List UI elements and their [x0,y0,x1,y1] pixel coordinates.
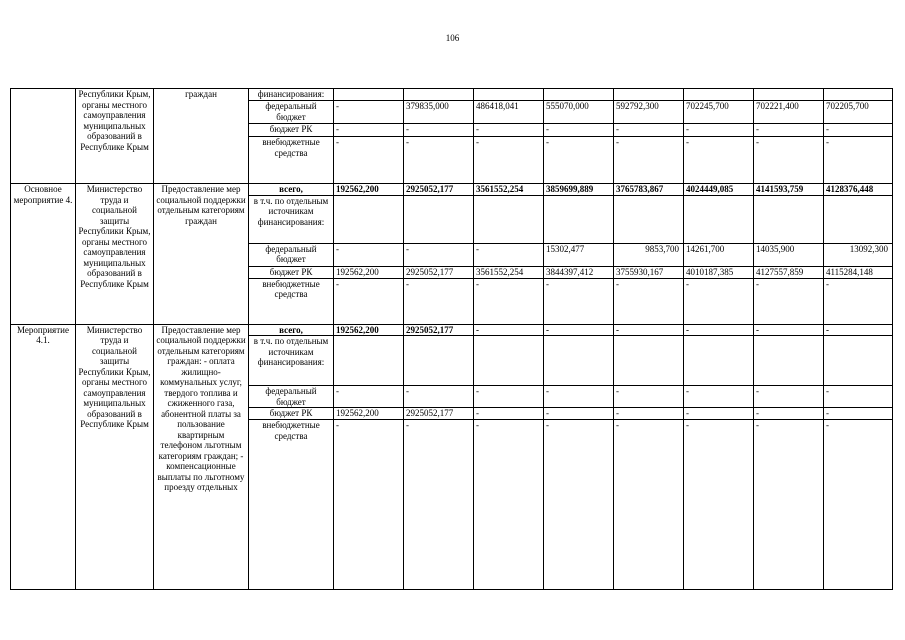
value-cell: - [754,324,824,336]
value-cell: - [824,386,893,408]
value-cell: 4115284,148 [824,266,893,278]
value-cell: 702205,700 [824,101,893,124]
value-cell: 2925052,177 [404,324,474,336]
value-cell: - [684,124,754,137]
value-cell: - [334,243,404,266]
measure-name-cell: Основное мероприятие 4. [11,184,76,325]
value-cell: - [684,324,754,336]
table-row [11,184,893,196]
value-cell [684,195,754,243]
value-cell: - [614,278,684,324]
value-cell: - [544,420,614,590]
value-cell [404,195,474,243]
value-cell: - [544,124,614,137]
value-cell: - [474,124,544,137]
measure-name-cell: Мероприятие 4.1. [11,324,76,590]
table-row [11,89,893,101]
value-cell: - [474,408,544,420]
value-cell: - [474,137,544,184]
value-cell: - [474,324,544,336]
value-cell: 14035,900 [754,243,824,266]
value-cell: - [684,408,754,420]
value-cell: - [754,386,824,408]
source-label-cell: федеральный бюджет [249,243,334,266]
value-cell: 4127557,859 [754,266,824,278]
source-label-cell: в т.ч. по отдельным источникам финансирования: [249,195,334,243]
value-cell: - [754,420,824,590]
value-cell: 4128376,448 [824,184,893,196]
value-cell: 486418,041 [474,101,544,124]
value-cell: - [614,386,684,408]
value-cell: - [474,278,544,324]
source-label-cell: в т.ч. по отдельным источникам финансирования: [249,336,334,386]
value-cell: 2925052,177 [404,266,474,278]
value-cell: 555070,000 [544,101,614,124]
value-cell: 4024449,085 [684,184,754,196]
value-cell [544,89,614,101]
value-cell: - [404,420,474,590]
table-row [11,324,893,336]
value-cell: - [474,243,544,266]
executor-cell: Республики Крым, органы местного самоуправления муниципальных образований в Республике Крым [76,89,154,184]
value-cell: - [824,124,893,137]
value-cell: 9853,700 [614,243,684,266]
value-cell [544,195,614,243]
value-cell: - [544,324,614,336]
description-cell: граждан [154,89,249,184]
value-cell: - [334,124,404,137]
source-label-cell: всего, [249,184,334,196]
value-cell: 3755930,167 [614,266,684,278]
value-cell [404,336,474,386]
value-cell [684,336,754,386]
value-cell: 15302,477 [544,243,614,266]
value-cell: - [614,124,684,137]
value-cell: - [824,408,893,420]
source-label-cell: финансирования: [249,89,334,101]
value-cell: - [614,137,684,184]
value-cell [334,336,404,386]
value-cell: - [614,324,684,336]
value-cell: 192562,200 [334,266,404,278]
value-cell: - [404,386,474,408]
description-cell: Предоставление мер социальной поддержки отдельным категориям граждан: - оплата жилищно-коммунальных услуг, твердого топлива и сжиженного газа, абонентной платы за пользование квартирным телефоном льготным категориям граждан; - компенсационные выплаты по льготному проезду отдельных [154,324,249,590]
value-cell: 592792,300 [614,101,684,124]
source-label-cell: всего, [249,324,334,336]
value-cell: - [334,101,404,124]
value-cell: 2925052,177 [404,408,474,420]
value-cell [474,89,544,101]
value-cell [334,89,404,101]
value-cell: - [404,243,474,266]
value-cell: - [544,137,614,184]
value-cell: 3561552,254 [474,266,544,278]
value-cell: 702221,400 [754,101,824,124]
value-cell: 192562,200 [334,408,404,420]
source-label-cell: внебюджетные средства [249,420,334,590]
value-cell: 14261,700 [684,243,754,266]
value-cell [614,89,684,101]
source-label-cell: бюджет РК [249,408,334,420]
value-cell: - [754,137,824,184]
value-cell [474,195,544,243]
value-cell [824,336,893,386]
value-cell: - [474,386,544,408]
value-cell: 192562,200 [334,324,404,336]
value-cell: - [754,124,824,137]
value-cell: 192562,200 [334,184,404,196]
source-label-cell: федеральный бюджет [249,386,334,408]
value-cell: 3859699,889 [544,184,614,196]
value-cell: 4010187,385 [684,266,754,278]
executor-cell: Министерство труда и социальной защиты Республики Крым, органы местного самоуправления муниципальных образований в Республике Крым [76,184,154,325]
measure-name-cell [11,89,76,184]
value-cell [684,89,754,101]
value-cell: 13092,300 [824,243,893,266]
value-cell: - [544,278,614,324]
value-cell [544,336,614,386]
value-cell [404,89,474,101]
source-label-cell: бюджет РК [249,124,334,137]
value-cell: - [334,386,404,408]
value-cell [614,336,684,386]
value-cell: 3561552,254 [474,184,544,196]
value-cell: - [334,420,404,590]
value-cell [754,336,824,386]
value-cell: - [614,408,684,420]
value-cell [614,195,684,243]
value-cell [334,195,404,243]
value-cell: - [334,278,404,324]
value-cell: - [684,386,754,408]
value-cell: - [404,137,474,184]
executor-cell: Министерство труда и социальной защиты Республики Крым, органы местного самоуправления муниципальных образований в Республике Крым [76,324,154,590]
value-cell: 702245,700 [684,101,754,124]
source-label-cell: бюджет РК [249,266,334,278]
value-cell: - [824,278,893,324]
table-body [11,89,893,590]
value-cell: - [754,278,824,324]
budget-table [10,88,893,590]
description-cell: Предоставление мер социальной поддержки отдельным категориям граждан [154,184,249,325]
value-cell [824,195,893,243]
value-cell: 3844397,412 [544,266,614,278]
value-cell: - [684,278,754,324]
value-cell [754,195,824,243]
value-cell [824,89,893,101]
value-cell: - [684,420,754,590]
value-cell: - [544,386,614,408]
value-cell [754,89,824,101]
value-cell: 379835,000 [404,101,474,124]
source-label-cell: внебюджетные средства [249,137,334,184]
page-number: 106 [445,33,460,43]
value-cell [474,336,544,386]
value-cell: 2925052,177 [404,184,474,196]
value-cell: - [824,137,893,184]
source-label-cell: внебюджетные средства [249,278,334,324]
value-cell: 3765783,867 [614,184,684,196]
value-cell: - [474,420,544,590]
value-cell: - [684,137,754,184]
value-cell: - [824,324,893,336]
value-cell: - [754,408,824,420]
value-cell: - [404,278,474,324]
value-cell: - [334,137,404,184]
value-cell: - [544,408,614,420]
source-label-cell: федеральный бюджет [249,101,334,124]
value-cell: - [824,420,893,590]
value-cell: 4141593,759 [754,184,824,196]
value-cell: - [404,124,474,137]
value-cell: - [614,420,684,590]
